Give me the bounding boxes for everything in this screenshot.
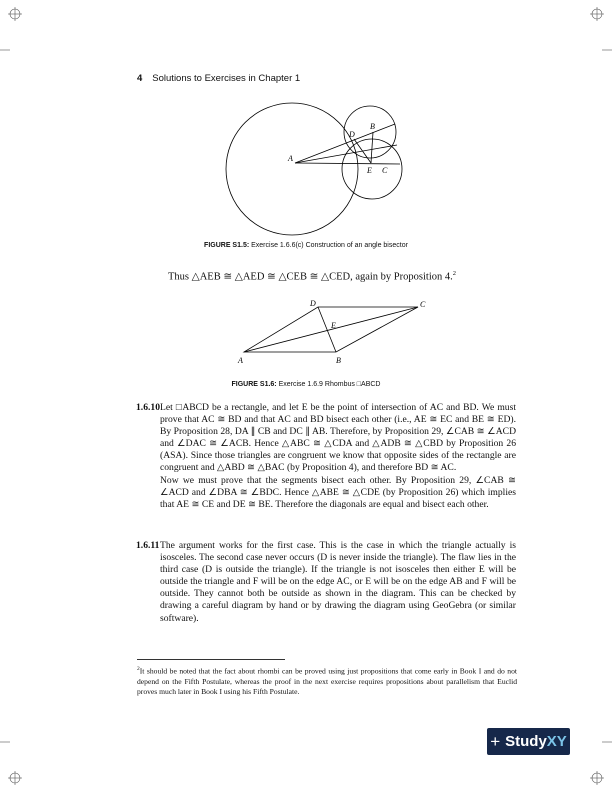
segment-be bbox=[371, 132, 373, 163]
page-number: 4 bbox=[137, 73, 143, 84]
logo-suffix: XY bbox=[546, 733, 567, 750]
figure-s1-5-caption bbox=[0, 242, 612, 249]
figure-angle-bisector bbox=[225, 92, 405, 242]
figure-s1-6-text: Exercise 1.6.9 Rhombus □ABCD bbox=[278, 381, 381, 388]
segment-de bbox=[354, 139, 371, 163]
logo-text bbox=[505, 733, 567, 750]
footnote bbox=[137, 664, 517, 697]
footnote-ref: 2 bbox=[452, 270, 456, 277]
figure-rhombus bbox=[236, 297, 436, 367]
footnote-rule bbox=[137, 659, 285, 660]
fig2-label-a: A bbox=[238, 356, 243, 365]
thus-text: Thus △AEB ≅ △AED ≅ △CEB ≅ △CED, again by Proposition 4. bbox=[168, 271, 453, 283]
exercise-1-6-11 bbox=[136, 540, 516, 625]
logo-prefix: Study bbox=[505, 733, 547, 750]
exercise-paragraph: The argument works for the first case. This is the case in which the triangle actually is isosceles. The second case never occurs (D is never inside the triangle). The flaw lies in the third case (D is outside the triangle). If the triangle is not isosceles then either E will be outside the triangle and F will be on the edge AC, or E will be on the edge AB and F will be outside. They cannot both be outside as shown in the diagram. This can be checked by drawing a careful diagram by hand or by drawing the diagram using GeoGebra (or similar software). bbox=[160, 540, 516, 624]
fig1-label-d: D bbox=[349, 130, 355, 139]
fig2-label-d: D bbox=[310, 299, 316, 308]
ray-bisector bbox=[295, 145, 397, 163]
exercise-label: 1.6.10 bbox=[136, 402, 160, 413]
exercise-paragraph: Let □ABCD be a rectangle, and let E be the point of intersection of AC and BD. We must prove that AC ≅ BD and that AC and BD bisect each other (i.e., AE ≅ EC and BE ≅ ED). By Proposition 28, DA ∥ CB and DC ∥ AB. Therefore, by Proposition 29, ∠CAB ≅ ∠ACD and ∠DAC ≅ ∠ACB. Hence △ABC ≅ △CDA and △ADB ≅ △CBD by Proposition 26 (ASA). Since those triangles are congruent we know that opposite sides of the rectangle are congruent and △ABD ≅ △BAC (by Proposition 4), and therefore BD ≅ AC. bbox=[160, 402, 516, 474]
exercise-paragraph: Now we must prove that the segments bisect each other. By Proposition 29, ∠CAB ≅ ∠ACD and ∠DBA ≅ ∠BDC. Hence △ABE ≅ △CDE (by Proposition 26) which implies that AE ≅ CE and DE ≅ BE. Therefore the diagonals are equal and bisect each other. bbox=[160, 474, 516, 510]
fig2-label-e: E bbox=[331, 321, 336, 330]
ray-ac bbox=[295, 163, 400, 164]
footnote-marker: 2 bbox=[137, 666, 140, 672]
fig2-label-b: B bbox=[336, 356, 341, 365]
large-circle bbox=[226, 103, 358, 235]
figure-s1-6-caption bbox=[0, 381, 612, 388]
chapter-title: Solutions to Exercises in Chapter 1 bbox=[152, 73, 301, 84]
fig1-label-a: A bbox=[288, 154, 293, 163]
figure-s1-5-label: FIGURE S1.5: bbox=[204, 242, 250, 249]
footnote-text: It should be noted that the fact about rhombi can be proved using just propositions that come early in Book I and do not depend on the Fifth Postulate, whereas the proof in the next exercise requires propositions about parallelism that Euclid proves much later in Book I using his Fifth Postulate. bbox=[137, 666, 517, 696]
fig1-label-c: C bbox=[382, 166, 388, 175]
fig1-label-b: B bbox=[370, 122, 375, 131]
figure-s1-5-text: Exercise 1.6.6(c) Construction of an angle bisector bbox=[251, 242, 408, 249]
thus-statement bbox=[168, 270, 456, 283]
fig1-label-e: E bbox=[367, 166, 372, 175]
exercise-label: 1.6.11 bbox=[136, 540, 160, 551]
plus-icon: + bbox=[490, 731, 501, 751]
running-header bbox=[137, 73, 300, 84]
fig2-label-c: C bbox=[420, 300, 426, 309]
exercise-1-6-10 bbox=[136, 402, 516, 511]
studyxy-logo bbox=[487, 728, 570, 755]
figure-s1-6-label: FIGURE S1.6: bbox=[231, 381, 277, 388]
